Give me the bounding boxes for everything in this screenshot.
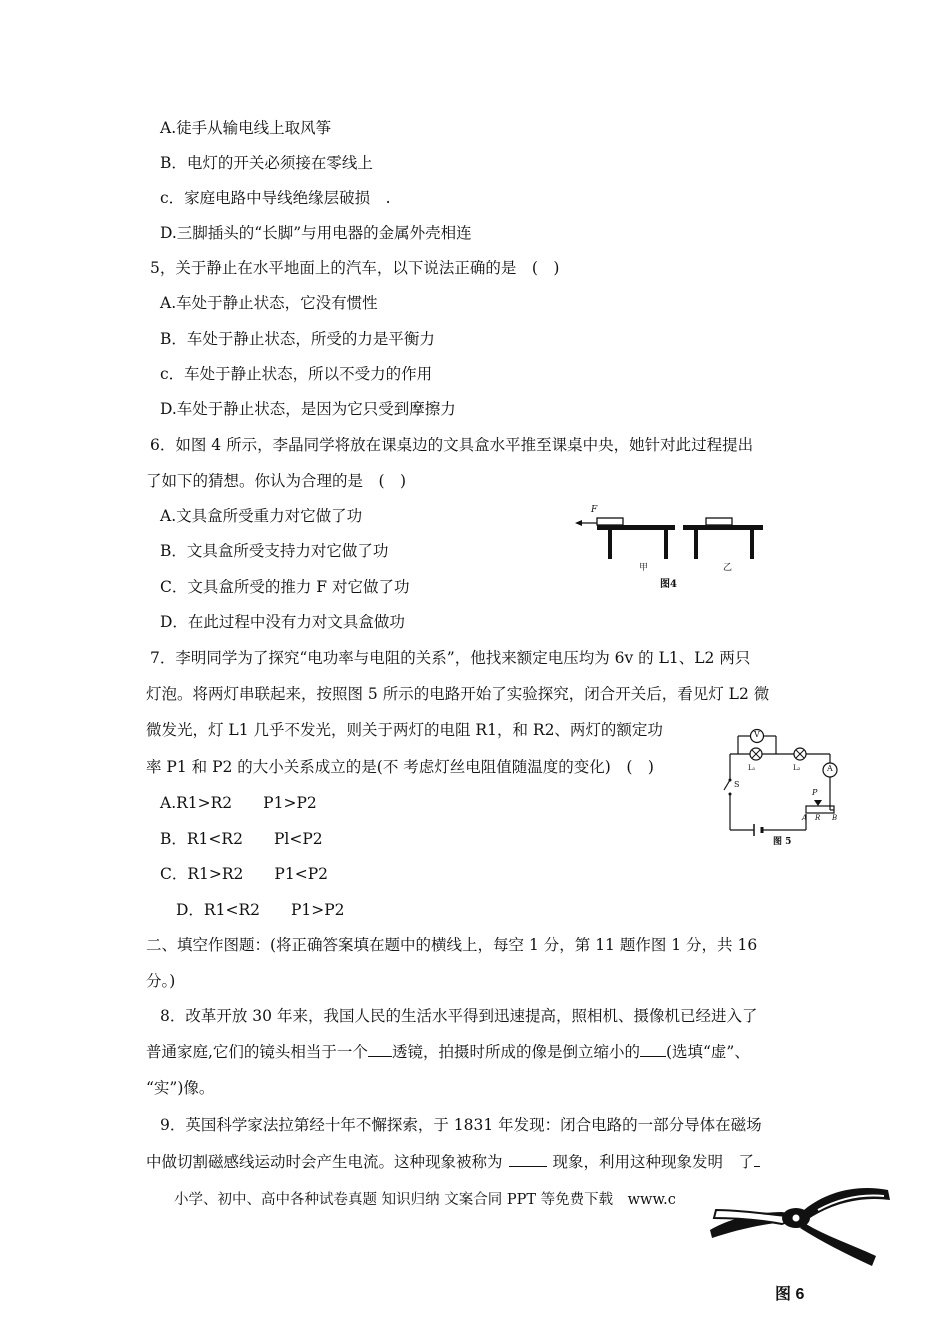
q6-option-c: C．文具盒所受的推力 F 对它做了功 [160,578,410,596]
figure-6-caption: 图 6 [775,1286,805,1303]
q7-stem-line3: 微发光，灯 L1 几乎不发光，则关于两灯的电阻 R1，和 R2、两灯的额定功 [146,721,663,739]
section-2-heading-line2: 分。) [146,972,176,990]
q8-blank-1[interactable] [368,1042,392,1057]
q9-blank-1[interactable] [509,1152,547,1167]
q5-option-a: A.车处于静止状态，它没有惯性 [160,294,378,312]
q8-line2-part1: 普通家庭,它们的镜头相当于一个 [146,1043,368,1061]
lamp-l2-label: L₂ [793,764,801,772]
desk-top-left [597,525,675,530]
q7-option-b: B．R1<R2 Pl<P2 [160,830,323,848]
q4-option-a: A.徒手从输电线上取风筝 [160,119,332,137]
figure-4-desk-diagram [575,505,775,590]
resistor-label: R [815,814,821,822]
q4-option-d: D.三脚插头的“长脚”与用电器的金属外壳相连 [160,224,472,242]
q6-stem-line1: 6．如图 4 所示，李晶同学将放在课桌边的文具盒水平推至课桌中央，她针对此过程提出 [150,436,754,454]
q8-line2-part3: (选填“虚”、 [665,1043,750,1061]
q6-stem-line2: 了如下的猜想。你认为合理的是 ( ) [146,472,407,490]
q6-option-a: A.文具盒所受重力对它做了功 [160,507,363,525]
q7-option-c: C．R1>R2 P1<P2 [160,865,328,883]
q5-option-d: D.车处于静止状态，是因为它只受到摩擦力 [160,400,456,418]
figure-4-caption: 图4 [660,579,677,590]
q9-line2-part2: 现象，利用这种现象发明 了 [552,1153,755,1171]
slider-label: P [812,788,818,797]
q8-line3: “实”)像。 [146,1079,215,1097]
q4-option-c: c．家庭电路中导线绝缘层破损 . [160,189,391,207]
figure-5-circuit-diagram [718,722,848,850]
ammeter-label: A [827,764,833,773]
lamp-l1-label: L₁ [748,764,756,772]
q9-line1: 9．英国科学家法拉第经十年不懈探索，于 1831 年发现：闭合电路的一部分导体在磁场 [160,1116,762,1134]
q9-blank-2[interactable] [754,1152,760,1167]
q8-line1: 8．改革开放 30 年来，我国人民的生活水平得到迅速提高，照相机、摄像机已经进入了 [160,1007,758,1025]
desk-top-right [683,525,763,530]
voltmeter-label: V [754,730,760,739]
q7-stem-line1: 7．李明同学为了探究“电功率与电阻的关系”，他找来额定电压均为 6v 的 L1、L2 两只 [150,649,751,667]
figure-6-pliers [700,1170,900,1270]
switch-label: S [734,780,740,789]
q7-option-d: D．R1<R2 P1>P2 [176,901,345,919]
end-a-label: A [802,814,808,822]
section-2-heading-line1: 二、填空作图题：(将正确答案填在题中的横线上，每空 1 分，第 11 题作图 1 分，共 16 [146,936,758,954]
end-b-label: B [832,814,838,822]
figure-5-caption: 图 5 [773,837,792,847]
q9-line2 [146,1152,760,1172]
force-label: F [591,505,598,515]
pencil-box-left [597,518,623,525]
slider-pointer [814,800,822,806]
q6-option-d: D．在此过程中没有力对文具盒做功 [160,613,405,631]
q8-line2-part2: 透镜，拍摄时所成的像是倒立缩小的 [391,1043,640,1061]
q7-stem-line2: 灯泡。将两灯串联起来，按照图 5 所示的电路开始了实验探究，闭合开关后，看见灯 L2 微 [146,685,770,703]
footer-ad-text: 小学、初中、高中各种试卷真题 知识归纳 文案合同 PPT 等免费下载 www.c [174,1192,676,1208]
q9-line2-part1: 中做切割磁感线运动时会产生电流。这种现象被称为 [146,1153,503,1171]
pliers-icon [700,1170,900,1270]
pencil-box-right [706,518,732,525]
label-jia: 甲 [639,563,649,573]
q8-line2 [146,1042,750,1062]
q5-stem: 5，关于静止在水平地面上的汽车，以下说法正确的是 ( ) [150,259,560,277]
q8-blank-2[interactable] [640,1042,666,1057]
label-yi: 乙 [723,563,733,573]
q5-option-b: B．车处于静止状态，所受的力是平衡力 [160,330,435,348]
q5-option-c: c．车处于静止状态，所以不受力的作用 [160,365,433,383]
q7-stem-line4: 率 P1 和 P2 的大小关系成立的是(不 考虑灯丝电阻值随温度的变化) ( ) [146,758,654,776]
q7-option-a: A.R1>R2 P1>P2 [160,794,317,812]
q6-option-b: B．文具盒所受支持力对它做了功 [160,542,389,560]
q4-option-b: B．电灯的开关必须接在零线上 [160,154,373,172]
